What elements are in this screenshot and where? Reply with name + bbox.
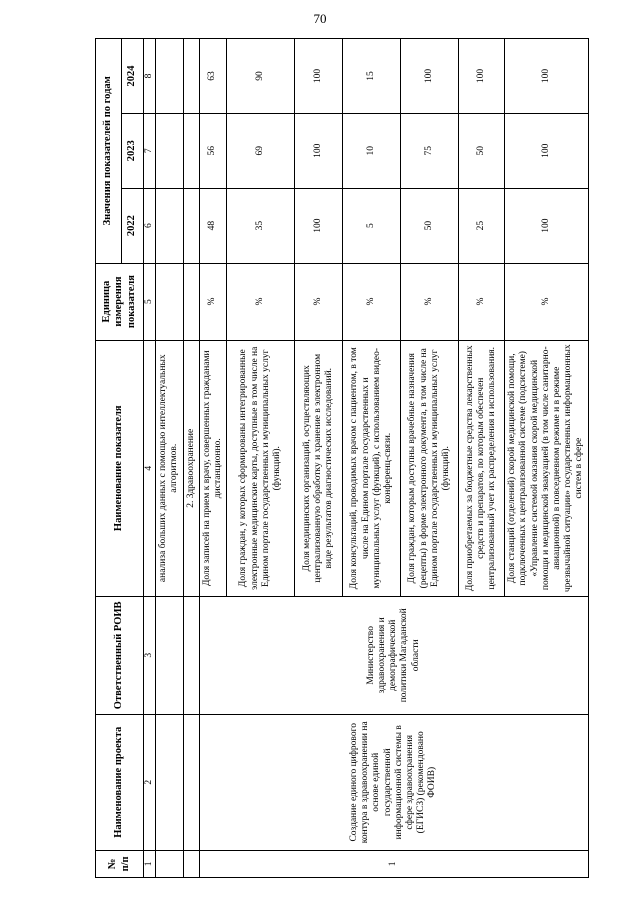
column-number: 8 — [144, 39, 156, 114]
project-name: Создание единого цифрового контура в здравоохранении на основе единой государственной информационной системы в сфере здравоохранения (ЕГИСЗ) (рекомендовано ФОИВ) — [199, 714, 588, 850]
indicator-value: 25 — [459, 188, 505, 263]
indicator-value: 100 — [505, 188, 588, 263]
indicator-name: Доля граждан, у которых сформированы интегрированные электронные медицинские карты, доступные в том числе на Едином портале государственных и муниципальных услуг (функций). — [227, 340, 295, 596]
empty-cell — [183, 850, 199, 877]
indicator-value: 50 — [459, 113, 505, 188]
indicator-value: 90 — [227, 39, 295, 114]
column-number: 3 — [144, 596, 156, 714]
empty-cell — [156, 113, 183, 188]
indicator-name: Доля записей на прием к врачу, совершенных гражданами дистанционно. — [199, 340, 226, 596]
indicator-name: Доля граждан, которым доступны врачебные назначения (рецепты) в форме электронного документа, в том числе на Едином портале государственных и муниципальных услуг (функций). — [401, 340, 459, 596]
indicator-value: 10 — [343, 113, 401, 188]
empty-cell — [156, 850, 183, 877]
rotated-table-sheet — [95, 38, 585, 878]
header-num: № п/п — [96, 850, 144, 877]
project-number: 1 — [199, 850, 588, 877]
indicator-unit: % — [227, 263, 295, 340]
indicator-value: 100 — [459, 39, 505, 114]
column-number: 4 — [144, 340, 156, 596]
indicator-value: 35 — [227, 188, 295, 263]
column-number: 7 — [144, 113, 156, 188]
indicator-unit: % — [401, 263, 459, 340]
carry-over-text: анализа больших данных с помощью интеллектуальных алгоритмов. — [156, 340, 183, 596]
empty-cell — [183, 113, 199, 188]
empty-cell — [183, 714, 199, 850]
indicator-unit: % — [295, 263, 343, 340]
header-year: 2023 — [122, 113, 144, 188]
empty-cell — [183, 39, 199, 114]
section-title: 2. Здравоохранение — [183, 340, 199, 596]
indicator-value: 56 — [199, 113, 226, 188]
header-year: 2022 — [122, 188, 144, 263]
indicator-value: 100 — [505, 39, 588, 114]
indicator-name: Доля приобретаемых за бюджетные средства лекарственных средств и препаратов, по которым обеспечен централизованный учет их распределения и использования. — [459, 340, 505, 596]
indicator-value: 63 — [199, 39, 226, 114]
empty-cell — [183, 263, 199, 340]
indicator-unit: % — [459, 263, 505, 340]
empty-cell — [156, 596, 183, 714]
indicator-unit: % — [343, 263, 401, 340]
indicator-name: Доля медицинских организаций, осуществляющих централизованную обработку и хранение в электронном виде результатов диагностических исследований. — [295, 340, 343, 596]
column-number: 5 — [144, 263, 156, 340]
indicator-value: 15 — [343, 39, 401, 114]
column-number: 6 — [144, 188, 156, 263]
header-values-group: Значения показателей по годам — [96, 39, 122, 264]
header-unit: Единица измерения показателя — [96, 263, 144, 340]
indicator-value: 48 — [199, 188, 226, 263]
indicator-value: 100 — [295, 113, 343, 188]
indicator-unit: % — [199, 263, 226, 340]
indicator-value: 100 — [401, 39, 459, 114]
indicator-value: 100 — [295, 188, 343, 263]
indicator-value: 5 — [343, 188, 401, 263]
indicators-table — [95, 38, 589, 878]
empty-cell — [156, 714, 183, 850]
header-responsible: Ответственный РОИВ — [96, 596, 144, 714]
empty-cell — [156, 188, 183, 263]
header-year: 2024 — [122, 39, 144, 114]
header-project-name: Наименование проекта — [96, 714, 144, 850]
page-number: 70 — [313, 11, 327, 26]
empty-cell — [183, 596, 199, 714]
indicator-name: Доля станций (отделений) скорой медицинской помощи, подключенных к централизованной системе (подсистеме) «Управление системой оказания скорой медицинской помощи и медицинской эвакуацией (в том числе санитарно-авиационной) в повседневном режиме и в режиме чрезвычайной ситуации» государственных информационных систем в сфере — [505, 340, 588, 596]
indicator-unit: % — [505, 263, 588, 340]
empty-cell — [156, 39, 183, 114]
header-indicator-name: Наименование показателя — [96, 340, 144, 596]
indicator-name: Доля консультаций, проводимых врачом с пациентом, в том числе на Едином портале государственных и муниципальных услуг (функций), с использованием видео-конференц-связи. — [343, 340, 401, 596]
responsible-authority: Министерство здравоохранения и демографической политики Магаданской области — [199, 596, 588, 714]
indicator-value: 100 — [505, 113, 588, 188]
empty-cell — [183, 188, 199, 263]
column-number: 1 — [144, 850, 156, 877]
indicator-value: 100 — [295, 39, 343, 114]
column-number: 2 — [144, 714, 156, 850]
indicator-value: 75 — [401, 113, 459, 188]
indicator-value: 50 — [401, 188, 459, 263]
indicator-value: 69 — [227, 113, 295, 188]
empty-cell — [156, 263, 183, 340]
